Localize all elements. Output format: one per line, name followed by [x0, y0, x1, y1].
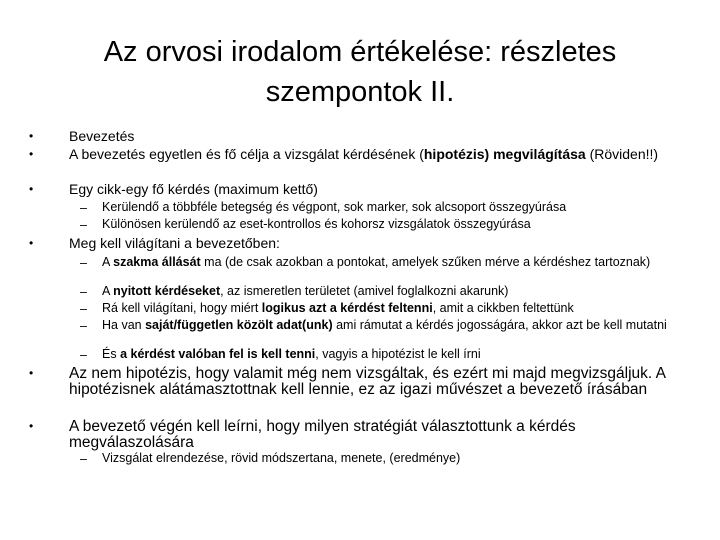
- sub-item-logikus: Rá kell világítani, hogy miért logikus azt a kérdést feltenni, amit a cikkben feltettünk: [102, 301, 574, 315]
- list-item-nem-hipotezis: Az nem hipotézis, hogy valamit még nem vizsgáltak, és ezért mi majd megvizsgáljuk. A hipotézisnek alátámasztottnak kell lennie, ez az igazi művészet a bevezető írásában: [69, 365, 666, 398]
- dash-icon: –: [80, 218, 87, 232]
- dash-icon: –: [80, 201, 87, 215]
- dash-icon: –: [80, 348, 87, 362]
- dash-icon: –: [80, 452, 87, 466]
- sub-item-szakma-allasa: A szakma állását ma (de csak azokban a pontokat, amelyek szűken mérve a kérdéshez tartoznak): [102, 255, 651, 269]
- title-line-1: Az orvosi irodalom értékelése: részletes: [103, 36, 617, 68]
- bullet-icon: •: [29, 419, 34, 433]
- dash-icon: –: [80, 319, 87, 333]
- dash-icon: –: [80, 302, 87, 316]
- bullet-icon: •: [29, 129, 34, 143]
- list-item-meg-kell-vilagitani: Meg kell világítani a bevezetőben:: [69, 235, 280, 251]
- list-item-strategia: A bevezető végén kell leírni, hogy milyen stratégiát választottunk a kérdés megválaszolására: [69, 418, 576, 451]
- title-line-2: szempontok II.: [265, 76, 455, 108]
- bullet-icon: •: [29, 236, 34, 250]
- list-item-cel: A bevezetés egyetlen és fő célja a vizsgálat kérdésének (hipotézis) megvilágítása (Röviden!!): [69, 146, 659, 162]
- dash-icon: –: [80, 256, 87, 270]
- list-item-egy-kerdes: Egy cikk-egy fő kérdés (maximum kettő): [69, 181, 318, 197]
- sub-item-hipotezis-leirasa: És a kérdést valóban fel is kell tenni, vagyis a hipotézist le kell írni: [102, 347, 481, 361]
- bullet-icon: •: [29, 147, 34, 161]
- list-item-bevezetes: Bevezetés: [69, 128, 135, 144]
- bullet-icon: •: [29, 366, 34, 380]
- sub-item-kulonosen: Különösen kerülendő az eset-kontrollos és kohorsz vizsgálatok összegyúrása: [102, 217, 531, 231]
- sub-item-kerulendo: Kerülendő a többféle betegség és végpont, sok marker, sok alcsoport összegyúrása: [102, 200, 567, 214]
- sub-item-vizsgalat-elrendezese: Vizsgálat elrendezése, rövid módszertana, menete, (eredménye): [102, 451, 461, 465]
- sub-item-nyitott-kerdesek: A nyitott kérdéseket, az ismeretlen területet (amivel foglalkozni akarunk): [102, 284, 509, 298]
- bullet-icon: •: [29, 182, 34, 196]
- sub-item-sajat-adat: Ha van saját/független közölt adat(unk) ami rámutat a kérdés jogosságára, akkor azt be kell mutatni: [102, 318, 667, 332]
- dash-icon: –: [80, 285, 87, 299]
